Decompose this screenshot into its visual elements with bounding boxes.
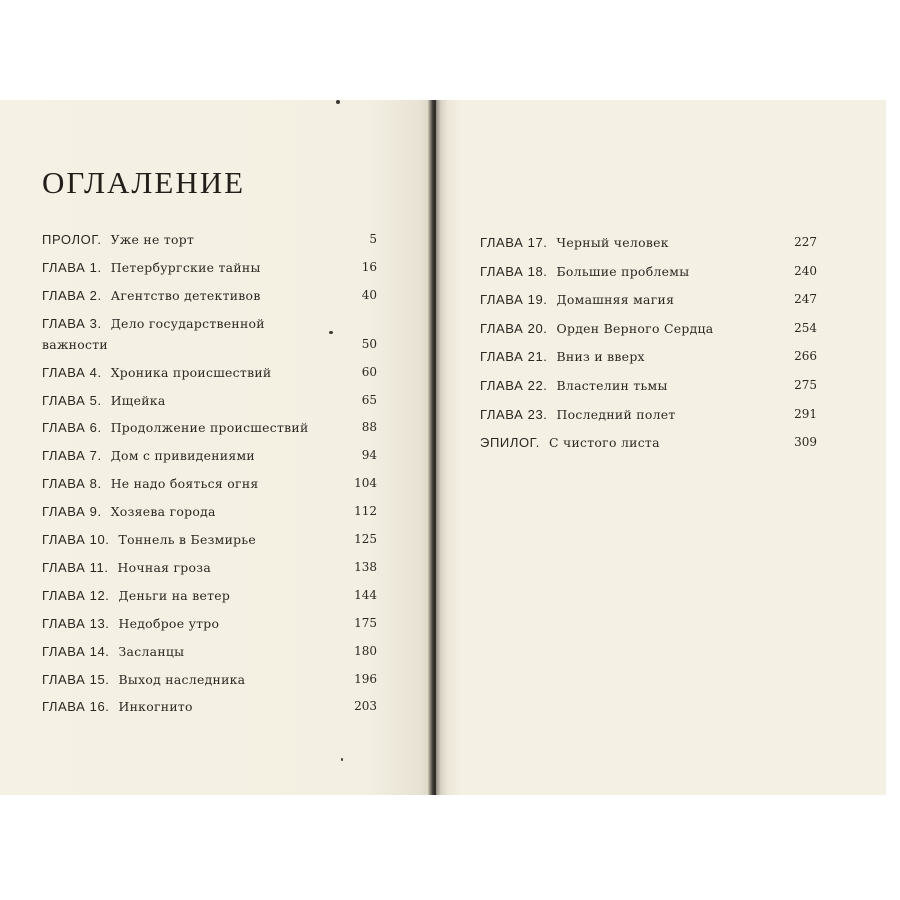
chapter-label: ГЛАВА 19. [480, 292, 548, 308]
toc-entry [480, 349, 645, 364]
chapter-title: Не надо бояться огня [110, 476, 259, 492]
chapter-title: Недоброе утро [118, 615, 220, 631]
page-number: 144 [354, 587, 377, 602]
chapter-title: Выход наследника [118, 671, 246, 687]
book-gutter [428, 100, 436, 795]
toc-entry [480, 292, 674, 307]
chapter-title: Петербургские тайны [110, 259, 261, 275]
chapter-title: Черный человек [556, 235, 669, 250]
ink-speck [341, 758, 343, 761]
toc-entry [42, 232, 194, 247]
toc-entry [480, 378, 668, 393]
chapter-label: ГЛАВА 2. [42, 287, 102, 303]
page-number: 175 [354, 615, 377, 630]
chapter-label: ЭПИЛОГ. [480, 435, 540, 451]
chapter-label: ГЛАВА 6. [42, 420, 102, 436]
chapter-title: Ищейка [110, 392, 166, 408]
chapter-label: ГЛАВА 13. [42, 615, 110, 631]
chapter-label: ГЛАВА 16. [42, 699, 110, 715]
toc-title: ОГЛАЛЕНИЕ [42, 165, 246, 200]
chapter-label: ГЛАВА 21. [480, 349, 548, 365]
page-number: 247 [794, 292, 817, 307]
page-number: 203 [354, 699, 377, 714]
chapter-title: Ночная гроза [117, 559, 212, 575]
toc-entry [42, 699, 193, 714]
page-number: 60 [361, 364, 377, 379]
chapter-label: ГЛАВА 14. [42, 643, 110, 659]
chapter-label: ГЛАВА 4. [42, 364, 102, 380]
toc-entry [42, 644, 184, 659]
ink-speck [336, 100, 340, 104]
page-number: 291 [794, 406, 817, 421]
chapter-label: ГЛАВА 23. [480, 406, 548, 422]
toc-entry [42, 365, 271, 380]
toc-entry [480, 407, 676, 422]
toc-entry [42, 616, 219, 631]
page-number: 65 [361, 392, 377, 407]
toc-entry [42, 504, 216, 519]
chapter-title: Деньги на ветер [118, 587, 231, 603]
chapter-label: ГЛАВА 22. [480, 378, 548, 393]
chapter-label: ПРОЛОГ. [42, 232, 102, 247]
page-number: 227 [794, 235, 817, 249]
page-number: 266 [794, 349, 817, 364]
chapter-title: Засланцы [118, 643, 185, 659]
page-number: 254 [794, 320, 817, 335]
page-number: 240 [794, 263, 817, 278]
chapter-title: Большие проблемы [556, 263, 690, 279]
toc-entry [480, 235, 669, 250]
page-number: 88 [361, 420, 377, 435]
toc-entry [42, 316, 265, 331]
chapter-title: Вниз и вверх [556, 349, 645, 365]
chapter-label: ГЛАВА 5. [42, 392, 102, 408]
chapter-label: ГЛАВА 10. [42, 532, 110, 547]
chapter-title-continuation: важности [42, 336, 108, 352]
page-number: 5 [369, 232, 377, 246]
chapter-title: Продолжение происшествий [110, 420, 309, 436]
chapter-label: ГЛАВА 3. [42, 315, 102, 331]
chapter-label: ГЛАВА 9. [42, 504, 102, 520]
toc-entry [42, 532, 256, 547]
chapter-title: Инкогнито [118, 699, 193, 715]
toc-entry [42, 560, 211, 575]
chapter-label: ГЛАВА 15. [42, 671, 110, 687]
page-number: 40 [361, 287, 377, 302]
toc-entry [42, 393, 166, 408]
page-number: 16 [361, 259, 377, 274]
page-number: 104 [354, 476, 377, 491]
chapter-title: Домашняя магия [556, 292, 675, 308]
page-number: 138 [354, 559, 377, 574]
toc-entry [42, 476, 259, 491]
chapter-label: ГЛАВА 12. [42, 587, 110, 603]
chapter-label: ГЛАВА 11. [42, 559, 109, 575]
chapter-label: ГЛАВА 8. [42, 476, 102, 492]
chapter-title: Последний полет [556, 406, 676, 422]
toc-entry [480, 435, 660, 450]
page-number: 112 [354, 504, 377, 519]
toc-entry [42, 260, 261, 275]
chapter-title: Хроника происшествий [110, 364, 272, 380]
chapter-title: Дело государственной [110, 315, 265, 331]
toc-entry [42, 288, 261, 303]
chapter-title: Хозяева города [110, 504, 216, 520]
page-number: 125 [354, 532, 377, 546]
chapter-title: Агентство детективов [110, 287, 261, 303]
chapter-label: ГЛАВА 20. [480, 320, 548, 336]
page-number: 94 [361, 448, 377, 463]
chapter-title: Дом с привидениями [110, 448, 255, 464]
toc-entry [42, 588, 230, 603]
toc-entry [480, 321, 713, 336]
toc-entry [480, 264, 689, 279]
chapter-label: ГЛАВА 1. [42, 259, 102, 275]
page-number: 309 [794, 435, 817, 450]
chapter-title: Властелин тьмы [556, 378, 668, 393]
chapter-title: Уже не торт [110, 232, 195, 247]
chapter-label: ГЛАВА 17. [480, 235, 548, 250]
chapter-title: С чистого листа [548, 435, 660, 451]
toc-entry [42, 448, 255, 463]
page-number: 275 [794, 378, 817, 392]
page-number: 180 [354, 643, 377, 658]
ink-speck [329, 331, 333, 334]
chapter-title: Орден Верного Сердца [556, 320, 714, 336]
chapter-label: ГЛАВА 18. [480, 263, 548, 279]
chapter-label: ГЛАВА 7. [42, 448, 102, 464]
page-number: 196 [354, 671, 377, 686]
chapter-title: Тоннель в Безмирье [118, 532, 257, 547]
page-number: 50 [361, 336, 377, 351]
toc-entry [42, 420, 309, 435]
toc-entry [42, 672, 245, 687]
